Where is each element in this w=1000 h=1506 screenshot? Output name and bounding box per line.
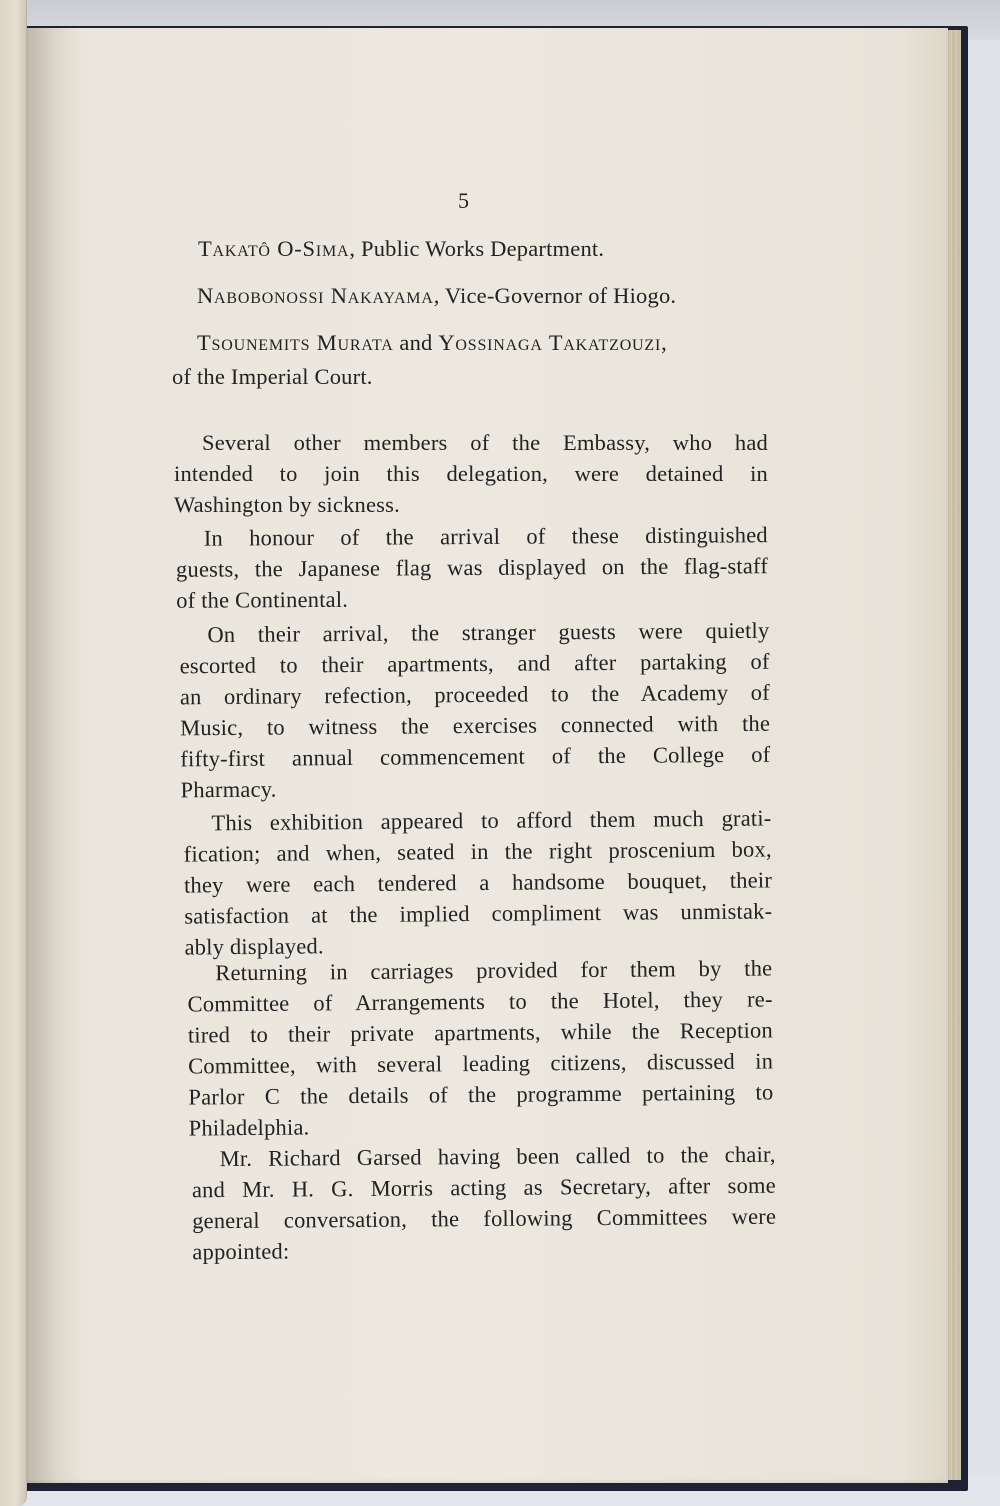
text-line: tired to their private apartments, while the Reception (187, 1017, 773, 1048)
paragraph (176, 519, 769, 616)
text-line: satisfaction at the implied compliment was unmistak- (184, 898, 773, 929)
facing-page-edge (0, 0, 27, 1506)
text-line: fifty-first annual commencement of the College of (180, 741, 771, 772)
text-line: On their arrival, the stranger guests were quietly (207, 617, 770, 648)
paragraph (187, 952, 774, 1143)
text-line: Philadelphia. (188, 1114, 310, 1141)
name-entry-continuation: of the Imperial Court. (172, 364, 373, 389)
text-line: general conversation, the following Committees were (192, 1203, 777, 1234)
name-entry (197, 327, 667, 358)
text-line: Several other members of the Embassy, who had (202, 430, 768, 455)
text-line: Committee, with several leading citizens, discussed in (188, 1048, 774, 1079)
text-line: of the Continental. (176, 586, 349, 613)
text-line: Washington by sickness. (174, 492, 400, 517)
text-line: they were each tendered a handsome bouquet, their (183, 867, 773, 898)
page-gutter-shadow (26, 28, 81, 1483)
text-line: In honour of the arrival of these distinguished (203, 522, 768, 551)
page-number: 5 (458, 188, 469, 213)
text-line: an ordinary refection, proceeded to the Academy of (179, 679, 770, 710)
text-line: ably displayed. (184, 933, 324, 960)
person-name: Nabobonossi Nakayama (197, 283, 434, 308)
text-line: appointed: (192, 1238, 290, 1265)
name-entry (198, 233, 604, 264)
paragraph (174, 427, 768, 520)
name-description: , Public Works Department. (349, 236, 605, 261)
name-entry (197, 280, 676, 311)
name-description: , (661, 330, 667, 355)
text-line: Mr. Richard Garsed having been called to the chair, (219, 1141, 776, 1172)
text-line: This exhibition appeared to afford them much grati- (211, 805, 772, 836)
name-joiner: and (393, 330, 439, 355)
text-line: Returning in carriages provided for them by the (215, 955, 773, 986)
person-name: Takatô O-Sima (198, 236, 350, 261)
paragraph (192, 1139, 777, 1268)
name-description: , Vice-Governor of Hiogo. (433, 283, 677, 308)
text-line: intended to join this delegation, were detained in (174, 461, 768, 486)
text-line: and Mr. H. G. Morris acting as Secretary, after some (191, 1172, 776, 1203)
text-line: guests, the Japanese flag was displayed on the flag-staff (175, 553, 769, 582)
text-line: fication; and when, seated in the right proscenium box, (183, 836, 772, 867)
text-line: Committee of Arrangements to the Hotel, they re- (187, 986, 773, 1017)
person-name: Yossinaga Takatzouzi (438, 330, 662, 355)
text-line: Music, to witness the exercises connected with the (180, 710, 771, 741)
paragraph (183, 802, 772, 962)
text-line: Pharmacy. (180, 776, 277, 803)
person-name: Tsounemits Murata (197, 330, 394, 355)
text-line: escorted to their apartments, and after partaking of (179, 648, 770, 679)
paragraph (179, 615, 770, 806)
text-line: Parlor C the details of the programme pertaining to (188, 1079, 774, 1110)
